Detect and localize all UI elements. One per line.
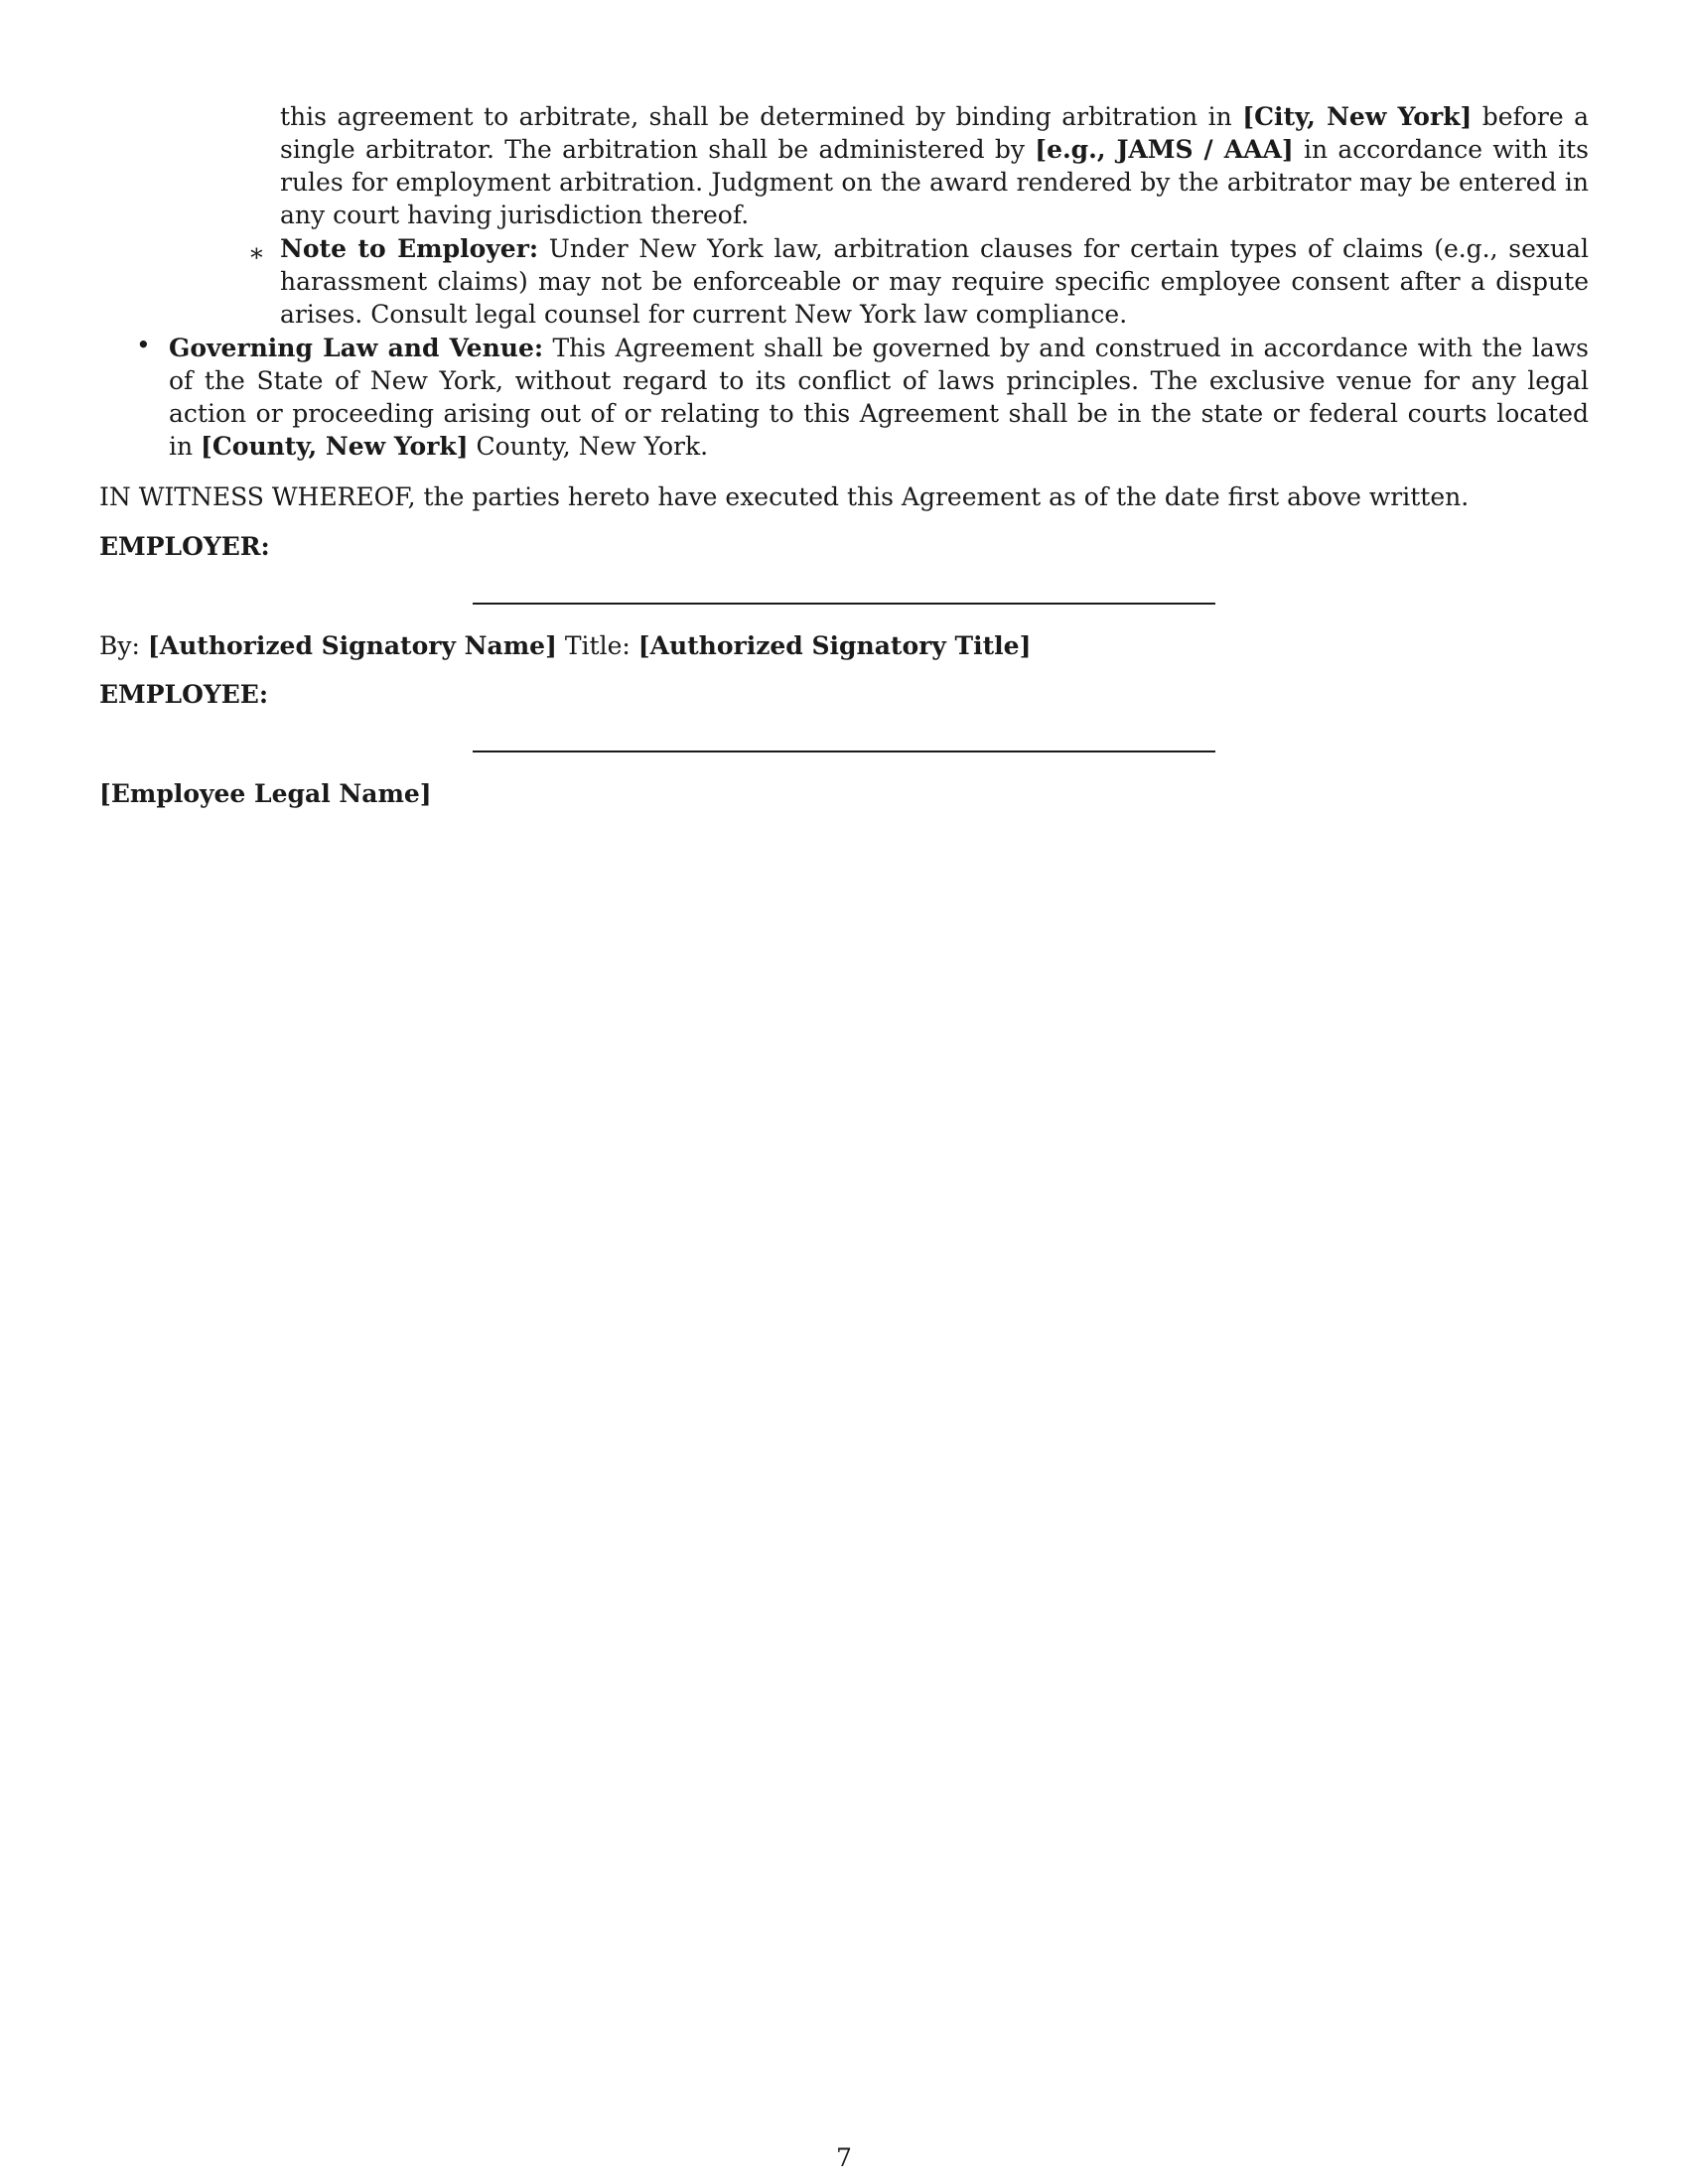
governing-law-label: Governing Law and Venue: (169, 334, 544, 362)
arbitration-text-2: before a single arbitrator. The arbitration shall be administered by (280, 102, 1590, 164)
note-marker: ∗ (248, 238, 265, 267)
arbitration-city-placeholder: [City, New York] (1242, 102, 1473, 131)
employer-heading: EMPLOYER: (99, 532, 270, 561)
governing-law-bullet: • (136, 331, 151, 359)
governing-law-text-2: County, New York. (468, 432, 709, 461)
note-text: Under New York law, arbitration clauses for certain types of claims (e.g., sexual harassment claims) may not be enforceable or may require specific employee consent after a dispute arises. Consult legal counsel for current New York law compliance. (280, 234, 1590, 329)
page-number: 7 (836, 2143, 852, 2172)
arbitration-administrator-placeholder: [e.g., JAMS / AAA] (1035, 135, 1294, 164)
note-label: Note to Employer: (280, 234, 539, 263)
governing-law-paragraph (169, 332, 1589, 463)
employee-signature-line (473, 751, 1215, 752)
employer-signature-line (473, 603, 1215, 605)
employer-by-label: By: (99, 631, 148, 660)
employer-signatory-line (99, 629, 1031, 662)
arbitration-text-1: this agreement to arbitrate, shall be determined by binding arbitration in (280, 102, 1243, 131)
employee-heading: EMPLOYEE: (99, 680, 269, 709)
note-to-employer-paragraph (280, 232, 1589, 331)
employer-signatory-title: [Authorized Signatory Title] (637, 631, 1032, 660)
arbitration-text-3: in accordance with its rules for employment arbitration. Judgment on the award rendered by the arbitrator may be entered in any court having jurisdiction thereof. (280, 135, 1590, 229)
employer-title-label: Title: (556, 631, 638, 660)
employer-signatory-name: [Authorized Signatory Name] (147, 631, 557, 660)
employee-name-line (99, 777, 432, 810)
governing-law-text-1: This Agreement shall be governed by and construed in accordance with the laws of the State of New York, without regard to its conflict of laws principles. The exclusive venue for any legal action or proceeding arising out of or relating to this Agreement shall be in the state or federal courts located in (169, 334, 1590, 461)
employee-legal-name: [Employee Legal Name] (99, 779, 432, 808)
arbitration-paragraph (280, 100, 1589, 231)
witness-statement: IN WITNESS WHEREOF, the parties hereto have executed this Agreement as of the date first above written. (99, 482, 1470, 511)
governing-law-county-placeholder: [County, New York] (201, 432, 469, 461)
